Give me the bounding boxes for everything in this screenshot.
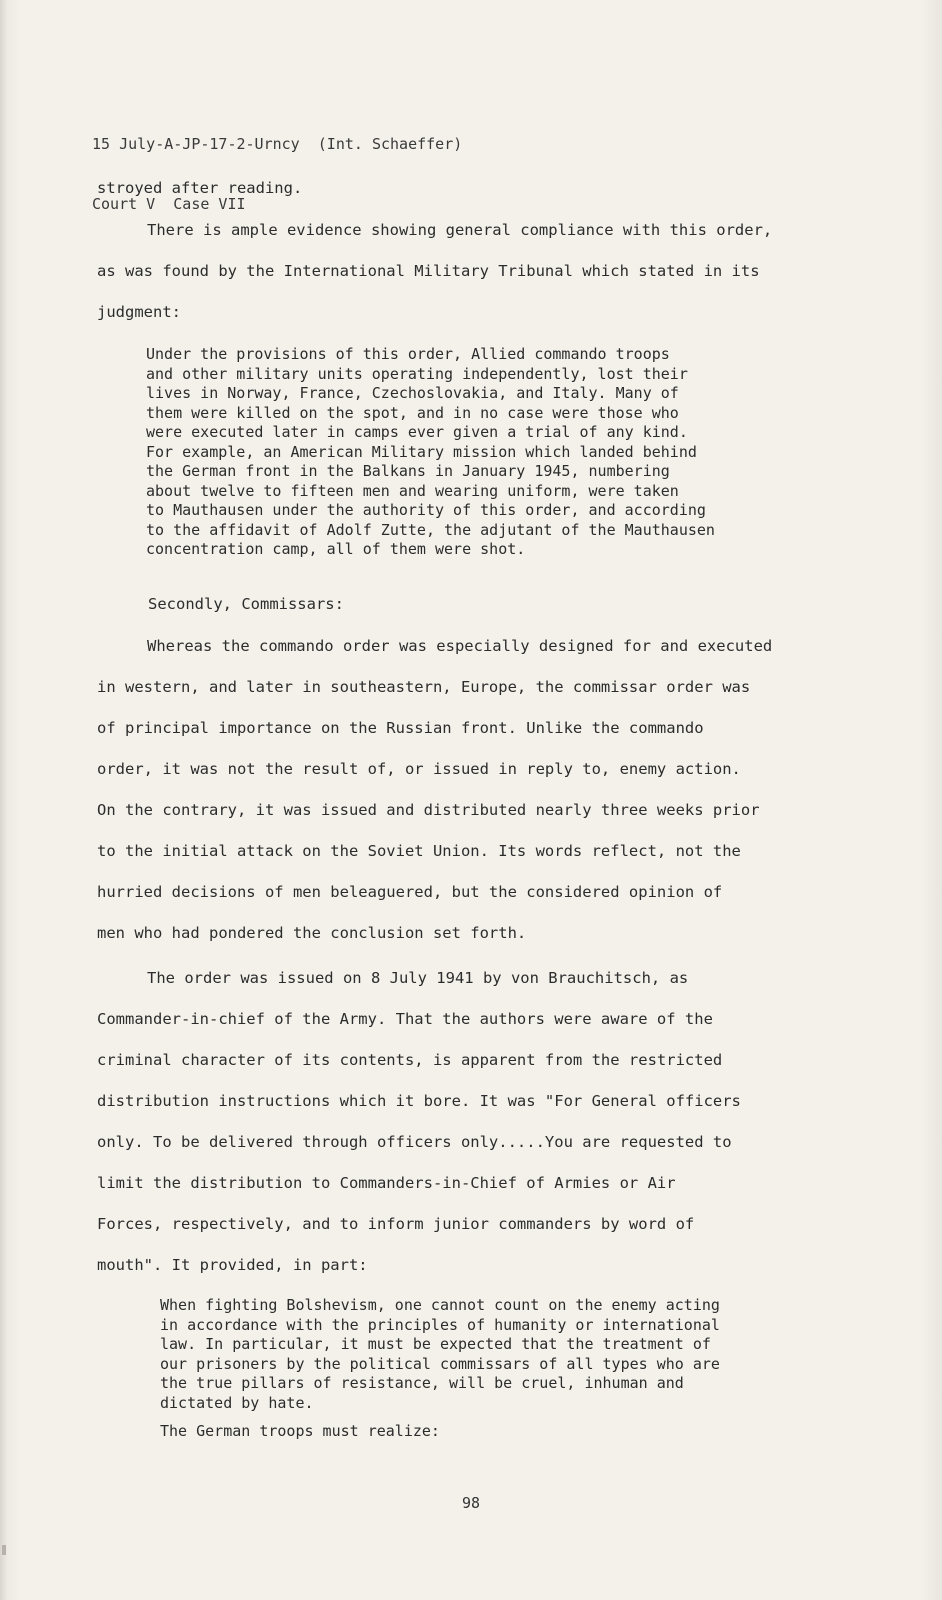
header-line-1: 15 July-A-JP-17-2-Urncy (Int. Schaeffer) — [92, 135, 463, 153]
heading-text: Secondly, Commissars: — [148, 595, 344, 613]
block-quote-order — [160, 1296, 720, 1413]
header-line-2: Court V Case VII — [92, 195, 246, 213]
quote-line: law. In particular, it must be expected that the treatment of — [160, 1335, 711, 1353]
text-line: Whereas the commando order was especially designed for and executed — [147, 637, 773, 655]
page-edge-shadow — [0, 0, 8, 1600]
quote-line: to the affidavit of Adolf Zutte, the adjutant of the Mauthausen — [146, 520, 715, 539]
quote-line: were executed later in camps ever given a trial of any kind. — [146, 423, 688, 441]
block-quote-tribunal — [146, 345, 715, 560]
text-line: limit the distribution to Commanders-in-Chief of Armies or Air — [97, 1174, 676, 1192]
section-heading-commissars — [148, 594, 344, 614]
text-line: distribution instructions which it bore. It was "For General officers — [97, 1092, 741, 1110]
quote-line: in accordance with the principles of humanity or international — [160, 1315, 720, 1334]
block-quote-troops — [160, 1422, 440, 1442]
binding-mark — [2, 1545, 6, 1555]
text-line: of principal importance on the Russian front. Unlike the commando — [97, 719, 704, 737]
text-line: judgment: — [97, 303, 181, 321]
quote-line: our prisoners by the political commissars of all types who are — [160, 1354, 720, 1373]
text-line: Forces, respectively, and to inform junior commanders by word of — [97, 1215, 695, 1233]
text-line: Commander-in-chief of the Army. That the authors were aware of the — [97, 1010, 713, 1028]
quote-line: the German front in the Balkans in January 1945, numbering — [146, 462, 670, 480]
text-line: in western, and later in southeastern, Europe, the commissar order was — [97, 678, 751, 696]
quote-line: concentration camp, all of them were shot. — [146, 540, 526, 558]
quote-line: dictated by hate. — [160, 1393, 314, 1412]
text-line: as was found by the International Military Tribunal which stated in its — [97, 262, 760, 280]
quote-line: lives in Norway, France, Czechoslovakia, and Italy. Many of — [146, 384, 679, 402]
quote-line: For example, an American Military mission which landed behind — [146, 442, 697, 461]
text-line: to the initial attack on the Soviet Union. Its words reflect, not the — [97, 842, 741, 860]
text-line: order, it was not the result of, or issued in reply to, enemy action. — [97, 760, 741, 778]
text-line: men who had pondered the conclusion set forth. — [97, 924, 527, 942]
page-number: 98 — [461, 1494, 481, 1512]
paragraph-compliance — [97, 210, 772, 333]
text-line: hurried decisions of men beleaguered, but the considered opinion of — [97, 883, 723, 901]
text-line: criminal character of its contents, is apparent from the restricted — [97, 1051, 723, 1069]
text-line: mouth". It provided, in part: — [97, 1256, 368, 1274]
text-line: There is ample evidence showing general compliance with this order, — [147, 221, 773, 239]
paragraph-order-issued — [97, 958, 741, 1286]
quote-line: the true pillars of resistance, will be cruel, inhuman and — [160, 1374, 684, 1392]
quote-line: them were killed on the spot, and in no case were those who — [146, 403, 679, 422]
paragraph-continuation — [97, 178, 302, 198]
quote-line: to Mauthausen under the authority of this order, and according — [146, 501, 706, 519]
quote-line: about twelve to fifteen men and wearing uniform, were taken — [146, 481, 679, 500]
paragraph-commissar-order — [97, 626, 772, 954]
quote-line: The German troops must realize: — [160, 1422, 440, 1440]
quote-line: When fighting Bolshevism, one cannot count on the enemy acting — [160, 1296, 720, 1314]
text-line: only. To be delivered through officers only.....You are requested to — [97, 1133, 732, 1151]
text-line: On the contrary, it was issued and distributed nearly three weeks prior — [97, 801, 760, 819]
text-line: stroyed after reading. — [97, 179, 303, 197]
quote-line: and other military units operating independently, lost their — [146, 364, 688, 383]
quote-line: Under the provisions of this order, Allied commando troops — [146, 345, 670, 363]
text-line: The order was issued on 8 July 1941 by von Brauchitsch, as — [147, 969, 689, 987]
